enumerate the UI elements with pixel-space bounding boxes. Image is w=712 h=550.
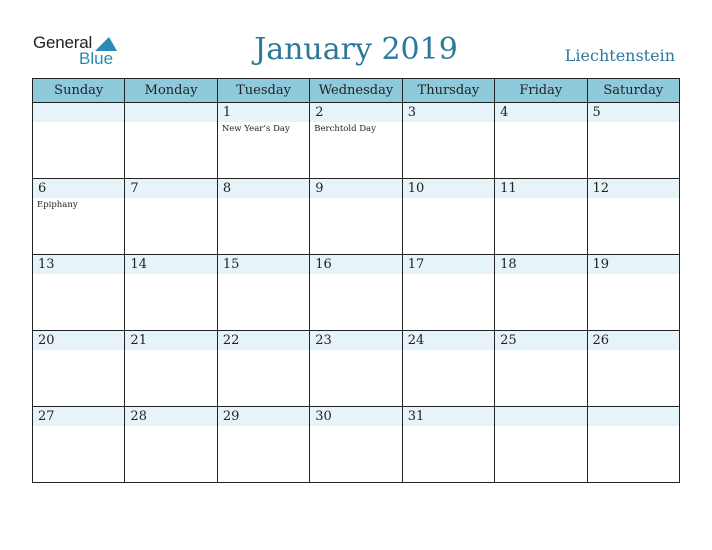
day-cell[interactable] <box>587 103 679 179</box>
day-cell[interactable] <box>587 179 679 255</box>
day-cell[interactable] <box>402 331 494 407</box>
day-cell-band <box>588 103 679 122</box>
day-cell[interactable] <box>125 103 217 179</box>
day-cell[interactable] <box>587 331 679 407</box>
day-cell[interactable] <box>125 331 217 407</box>
day-cell-band <box>403 103 494 122</box>
day-number: 1 <box>222 105 232 120</box>
day-number: 28 <box>130 409 147 424</box>
week-row <box>33 103 680 179</box>
week-row <box>33 179 680 255</box>
day-cell[interactable] <box>495 255 587 331</box>
day-number: 9 <box>315 181 324 196</box>
day-cell[interactable] <box>495 179 587 255</box>
day-cell[interactable] <box>33 103 125 179</box>
day-cell-band <box>125 179 216 198</box>
day-number: 31 <box>407 409 425 424</box>
day-number: 5 <box>592 105 601 120</box>
logo-text-general: General <box>33 33 93 52</box>
day-number: 2 <box>315 105 324 120</box>
day-cell[interactable] <box>495 331 587 407</box>
day-cell[interactable] <box>33 179 125 255</box>
day-number: 16 <box>315 257 332 272</box>
day-number: 22 <box>222 333 240 348</box>
day-cell-band <box>33 103 124 122</box>
day-cell[interactable] <box>402 179 494 255</box>
day-number: 17 <box>407 257 425 272</box>
day-cell-band <box>310 179 401 198</box>
day-cell-band <box>33 179 124 198</box>
weekday-header: Saturday <box>587 79 679 103</box>
country-label: Liechtenstein <box>564 46 675 65</box>
day-number: 11 <box>500 181 517 196</box>
weekday-header: Monday <box>125 79 217 103</box>
weekday-header-row <box>33 79 680 103</box>
day-cell[interactable] <box>310 331 402 407</box>
day-cell[interactable] <box>217 255 309 331</box>
day-cell-band <box>218 103 309 122</box>
day-cell[interactable] <box>402 255 494 331</box>
day-number: 25 <box>500 333 517 348</box>
day-cell[interactable] <box>402 407 494 483</box>
day-number: 4 <box>500 105 509 120</box>
day-cell[interactable] <box>310 103 402 179</box>
day-number: 15 <box>222 257 240 272</box>
day-number: 27 <box>38 409 55 424</box>
day-cell-band <box>588 407 679 426</box>
day-number: 26 <box>592 333 610 348</box>
day-cell[interactable] <box>33 331 125 407</box>
weekday-header: Tuesday <box>217 79 309 103</box>
day-cell-band <box>495 407 586 426</box>
day-number: 7 <box>130 181 139 196</box>
day-number: 6 <box>38 181 47 196</box>
day-number: 29 <box>222 409 240 424</box>
day-cell[interactable] <box>587 255 679 331</box>
day-number: 10 <box>407 181 425 196</box>
day-cell-band <box>310 103 401 122</box>
day-cell[interactable] <box>310 179 402 255</box>
weekday-header: Friday <box>495 79 587 103</box>
day-number: 30 <box>315 409 332 424</box>
day-cell[interactable] <box>587 407 679 483</box>
day-cell[interactable] <box>217 331 309 407</box>
day-number: 24 <box>407 333 425 348</box>
day-cell[interactable] <box>217 103 309 179</box>
day-cell[interactable] <box>125 407 217 483</box>
day-cell[interactable] <box>33 407 125 483</box>
day-number: 14 <box>130 257 147 272</box>
day-number: 18 <box>500 257 517 272</box>
day-number: 19 <box>592 257 610 272</box>
week-row <box>33 331 680 407</box>
day-number: 8 <box>222 181 232 196</box>
day-cell[interactable] <box>33 255 125 331</box>
holiday-label: Epiphany <box>37 200 78 210</box>
day-cell-band <box>125 103 216 122</box>
day-number: 21 <box>130 333 147 348</box>
day-cell[interactable] <box>402 103 494 179</box>
day-cell-band <box>495 103 586 122</box>
holiday-label: New Year’s Day <box>221 124 290 134</box>
day-number: 12 <box>592 181 610 196</box>
weekday-header: Sunday <box>33 79 125 103</box>
day-number: 13 <box>38 257 55 272</box>
day-cell[interactable] <box>495 103 587 179</box>
page-title: January 2019 <box>254 32 458 67</box>
weekday-header: Wednesday <box>310 79 402 103</box>
day-cell[interactable] <box>125 255 217 331</box>
day-cell[interactable] <box>217 179 309 255</box>
day-number: 3 <box>407 105 416 120</box>
day-cell[interactable] <box>310 407 402 483</box>
day-number: 23 <box>315 333 332 348</box>
day-cell[interactable] <box>310 255 402 331</box>
logo-text-blue: Blue <box>79 49 114 68</box>
day-cell-band <box>218 179 309 198</box>
day-cell[interactable] <box>125 179 217 255</box>
calendar-grid <box>32 78 680 483</box>
week-row <box>33 407 680 483</box>
holiday-label: Berchtold Day <box>314 124 376 134</box>
day-cell[interactable] <box>495 407 587 483</box>
weekday-header: Thursday <box>402 79 494 103</box>
week-row <box>33 255 680 331</box>
day-cell[interactable] <box>217 407 309 483</box>
day-number: 20 <box>38 333 55 348</box>
